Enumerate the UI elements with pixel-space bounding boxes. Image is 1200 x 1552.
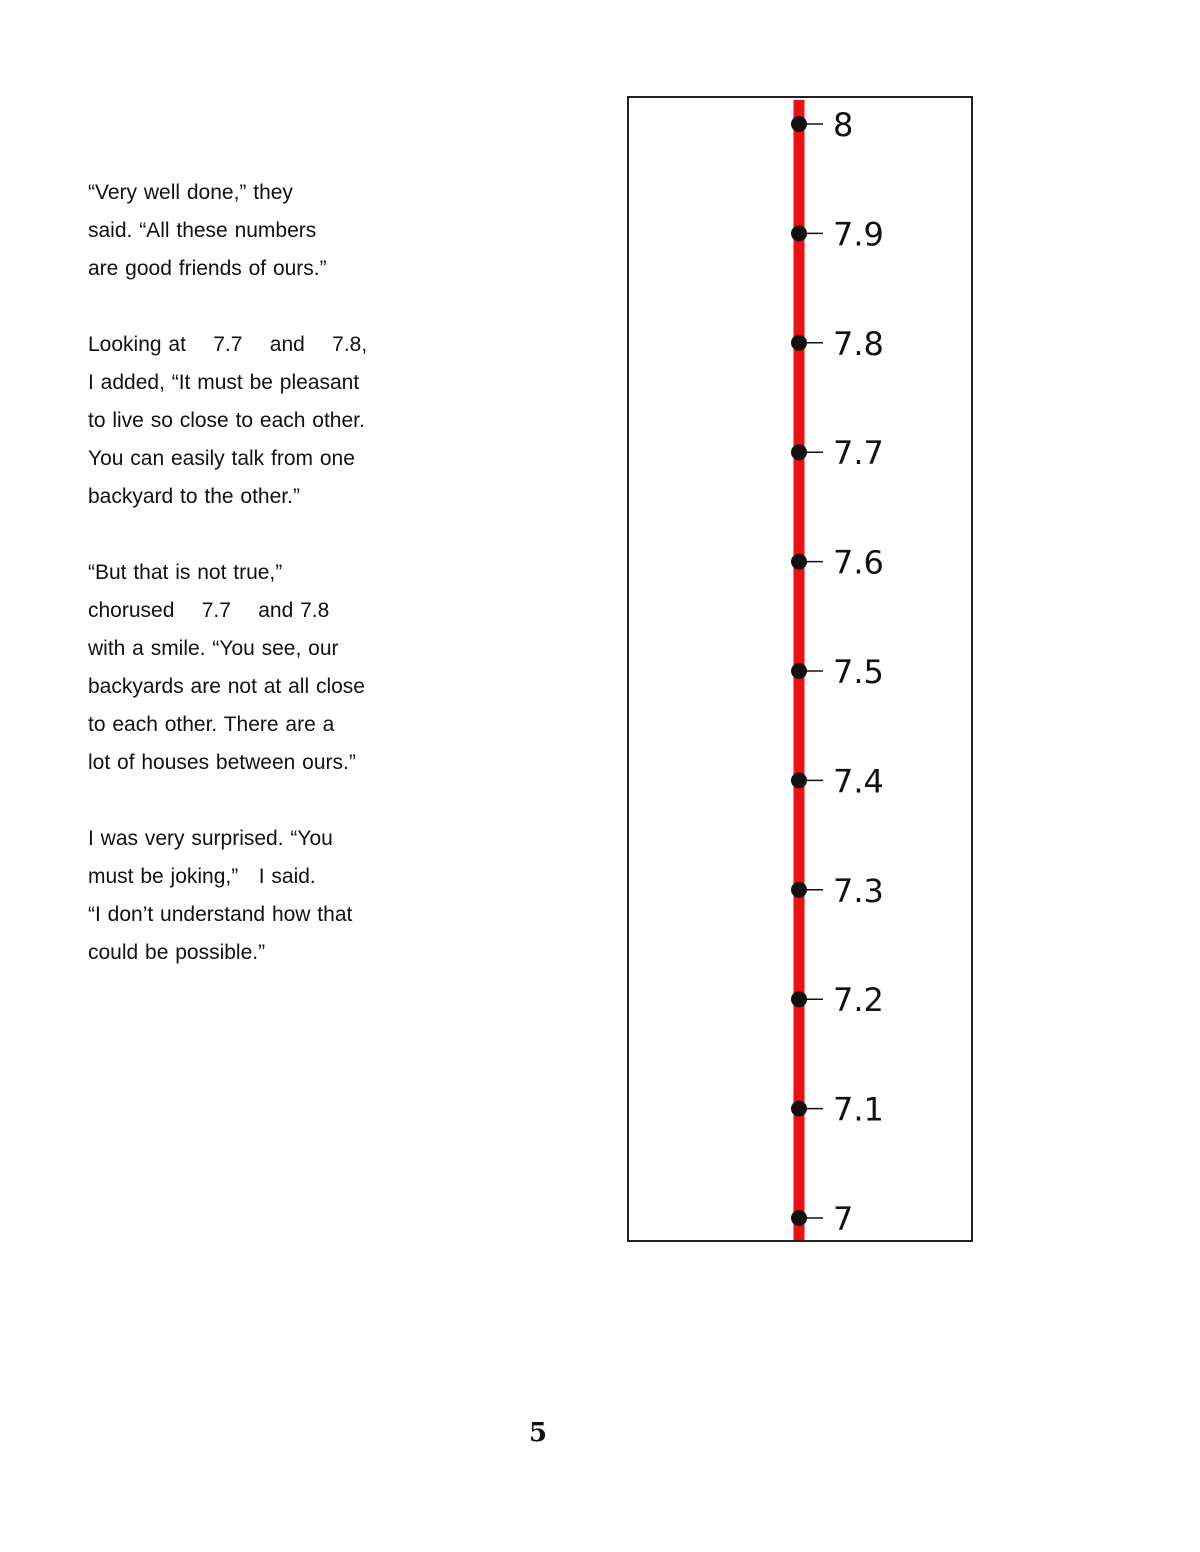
tick-label: 7 bbox=[833, 1200, 854, 1238]
tick-label: 7.4 bbox=[833, 762, 884, 801]
story-line: to each other. There are a bbox=[88, 713, 335, 736]
tick-dot bbox=[791, 335, 807, 351]
tick-dot bbox=[791, 554, 807, 570]
tick-label: 7.6 bbox=[833, 543, 884, 582]
paragraph-1 bbox=[88, 174, 448, 288]
number-line-frame bbox=[627, 96, 973, 1242]
tick-dot bbox=[791, 225, 807, 241]
story-line: said. “All these numbers bbox=[88, 219, 317, 242]
story-line: I was very surprised. “You bbox=[88, 827, 333, 850]
story-line: I added, “It must be pleasant bbox=[88, 371, 360, 394]
story-line: You can easily talk from one bbox=[88, 447, 355, 470]
number-line bbox=[629, 98, 971, 1240]
tick-label: 7.7 bbox=[833, 434, 884, 473]
tick-dot bbox=[791, 882, 807, 898]
story-line: lot of houses between ours.” bbox=[88, 751, 356, 774]
story-line: “I don’t understand how that bbox=[88, 903, 353, 926]
tick-dot bbox=[791, 444, 807, 460]
story-line: “Very well done,” they bbox=[88, 181, 293, 204]
tick-dot bbox=[791, 991, 807, 1007]
tick-label: 7.1 bbox=[833, 1090, 884, 1129]
paragraph-2 bbox=[88, 326, 448, 516]
story-line: are good friends of ours.” bbox=[88, 257, 327, 280]
tick-dot bbox=[791, 116, 807, 132]
tick-label: 7.9 bbox=[833, 215, 884, 254]
story-line: with a smile. “You see, our bbox=[88, 637, 339, 660]
story-text bbox=[88, 174, 448, 1010]
story-line: chorused 7.7 and 7.8 bbox=[88, 599, 330, 622]
story-line: “But that is not true,” bbox=[88, 561, 283, 584]
story-line: to live so close to each other. bbox=[88, 409, 365, 432]
story-line: Looking at 7.7 and 7.8, bbox=[88, 333, 368, 356]
paragraph-4 bbox=[88, 820, 448, 972]
tick-label: 8 bbox=[833, 106, 854, 144]
paragraph-3 bbox=[88, 554, 448, 782]
tick-label: 7.3 bbox=[833, 871, 884, 910]
tick-dot bbox=[791, 1101, 807, 1117]
tick-label: 7.5 bbox=[833, 653, 884, 691]
page-number: 5 bbox=[528, 1418, 548, 1448]
tick-dot bbox=[791, 1210, 807, 1226]
tick-label: 7.2 bbox=[833, 981, 884, 1020]
tick-dot bbox=[791, 663, 807, 679]
tick-label: 7.8 bbox=[833, 324, 884, 363]
story-line: backyard to the other.” bbox=[88, 485, 300, 508]
story-line: backyards are not at all close bbox=[88, 675, 365, 698]
story-line: could be possible.” bbox=[88, 941, 266, 964]
tick-dot bbox=[791, 772, 807, 788]
story-line: must be joking,” I said. bbox=[88, 865, 316, 888]
